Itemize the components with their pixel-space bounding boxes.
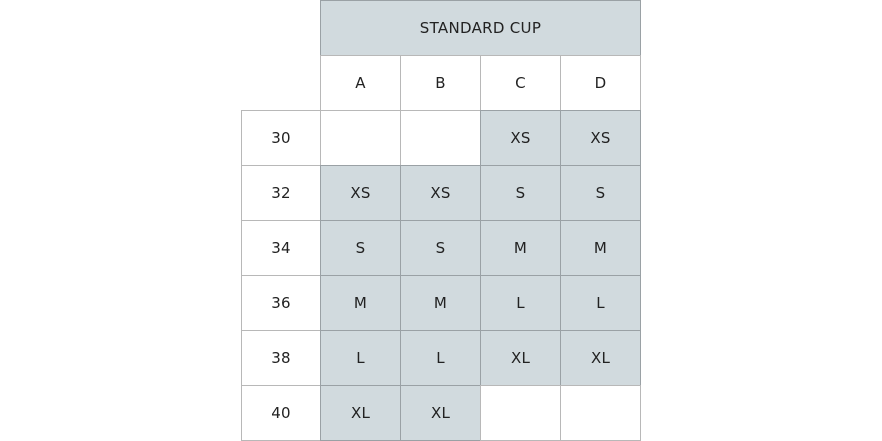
- size-cell: [480, 385, 561, 441]
- size-cell: [320, 110, 401, 166]
- size-cell: XL: [320, 385, 401, 441]
- band-size-cell: 36: [241, 275, 321, 331]
- cup-header-cell: A: [320, 55, 401, 111]
- cup-header-cell: C: [480, 55, 561, 111]
- size-cell: XS: [400, 165, 481, 221]
- band-size-cell: 34: [241, 220, 321, 276]
- cup-header-cell: D: [560, 55, 641, 111]
- size-cell: XS: [480, 110, 561, 166]
- size-cell: XL: [560, 330, 641, 386]
- size-cell: L: [400, 330, 481, 386]
- size-cell: [400, 110, 481, 166]
- size-cell: S: [560, 165, 641, 221]
- size-cell: S: [480, 165, 561, 221]
- size-cell: L: [320, 330, 401, 386]
- size-cell: L: [560, 275, 641, 331]
- band-size-cell: 40: [241, 385, 321, 441]
- cup-header-cell: B: [400, 55, 481, 111]
- size-cell: M: [400, 275, 481, 331]
- size-cell: M: [480, 220, 561, 276]
- band-size-cell: 30: [241, 110, 321, 166]
- size-cell: XL: [400, 385, 481, 441]
- band-size-cell: 32: [241, 165, 321, 221]
- size-cell: L: [480, 275, 561, 331]
- size-cell: XL: [480, 330, 561, 386]
- standard-cup-header: STANDARD CUP: [320, 0, 641, 56]
- size-cell: S: [320, 220, 401, 276]
- size-cell: XS: [560, 110, 641, 166]
- size-cell: M: [320, 275, 401, 331]
- size-cell: XS: [320, 165, 401, 221]
- size-cell: [560, 385, 641, 441]
- band-size-cell: 38: [241, 330, 321, 386]
- size-cell: S: [400, 220, 481, 276]
- size-cell: M: [560, 220, 641, 276]
